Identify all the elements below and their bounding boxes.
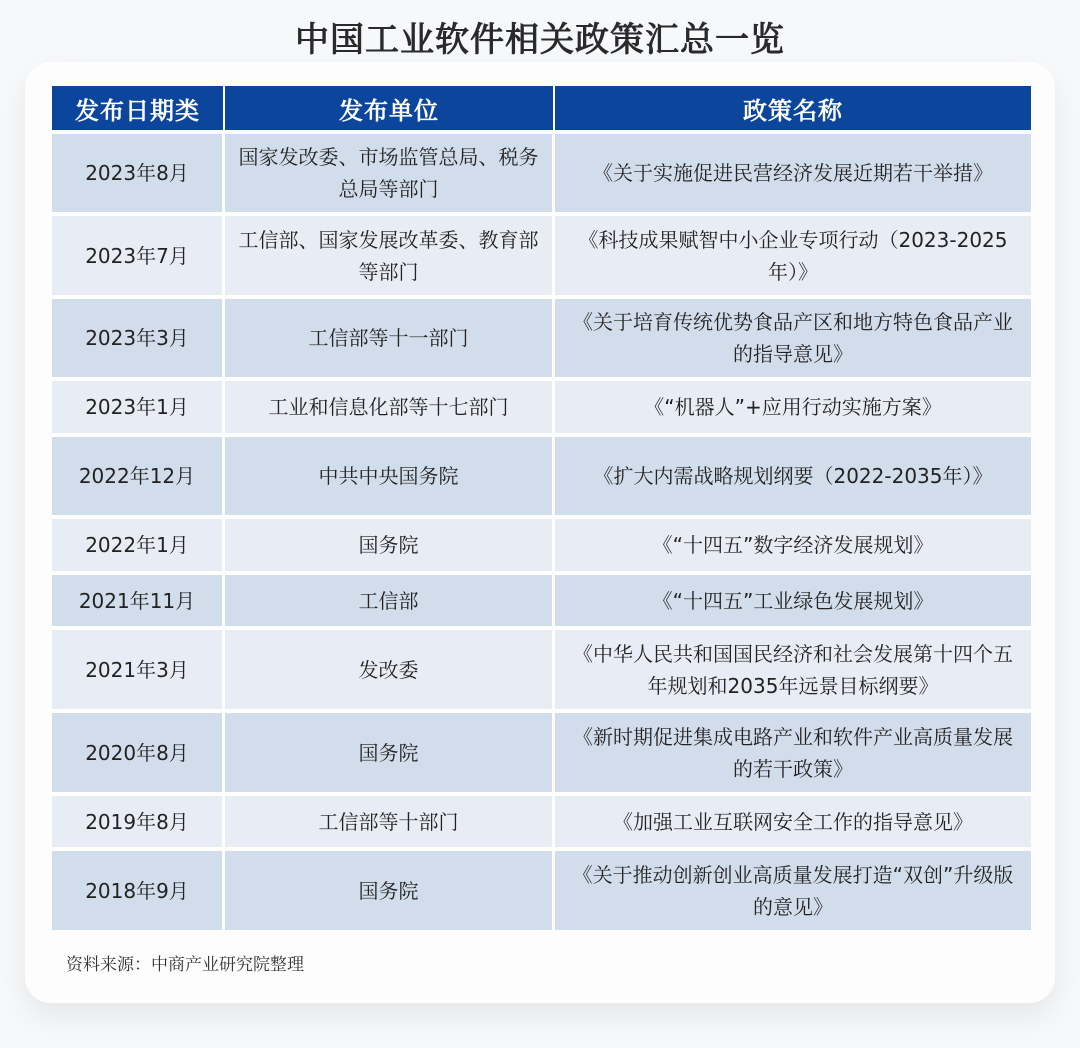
cell-issuer: 国务院: [225, 515, 555, 571]
cell-issuer: 工信部: [225, 571, 555, 626]
header-date: 发布日期类: [52, 86, 225, 130]
cell-policy: 《“机器人”+应用行动实施方案》: [555, 377, 1031, 433]
cell-date: 2023年7月: [52, 212, 225, 295]
table-row: [52, 626, 1031, 709]
table-row: [52, 515, 1031, 571]
table-row: [52, 295, 1031, 377]
table-header-row: [52, 86, 1031, 130]
cell-policy: 《新时期促进集成电路产业和软件产业高质量发展的若干政策》: [555, 709, 1031, 792]
table-row: [52, 377, 1031, 433]
cell-date: 2020年8月: [52, 709, 225, 792]
header-issuer: 发布单位: [225, 86, 555, 130]
page-title: 中国工业软件相关政策汇总一览: [295, 20, 785, 60]
cell-issuer: 工业和信息化部等十七部门: [225, 377, 555, 433]
header-policy: 政策名称: [555, 86, 1031, 130]
table-row: [52, 212, 1031, 295]
cell-policy: 《加强工业互联网安全工作的指导意见》: [555, 792, 1031, 847]
table-row: [52, 709, 1031, 792]
cell-policy: 《“十四五”工业绿色发展规划》: [555, 571, 1031, 626]
cell-policy: 《关于推动创新创业高质量发展打造“双创”升级版的意见》: [555, 847, 1031, 930]
cell-issuer: 中共中央国务院: [225, 433, 555, 515]
cell-issuer: 工信部等十一部门: [225, 295, 555, 377]
cell-policy: 《科技成果赋智中小企业专项行动（2023-2025年）》: [555, 212, 1031, 295]
table-row: [52, 130, 1031, 212]
cell-policy: 《关于培育传统优势食品产区和地方特色食品产业的指导意见》: [555, 295, 1031, 377]
cell-date: 2022年12月: [52, 433, 225, 515]
cell-issuer: 工信部、国家发展改革委、教育部等部门: [225, 212, 555, 295]
cell-date: 2023年3月: [52, 295, 225, 377]
cell-date: 2019年8月: [52, 792, 225, 847]
policy-table: [52, 86, 1031, 930]
cell-issuer: 发改委: [225, 626, 555, 709]
cell-date: 2022年1月: [52, 515, 225, 571]
cell-policy: 《关于实施促进民营经济发展近期若干举措》: [555, 130, 1031, 212]
cell-policy: 《中华人民共和国国民经济和社会发展第十四个五年规划和2035年远景目标纲要》: [555, 626, 1031, 709]
table-row: [52, 571, 1031, 626]
cell-issuer: 国务院: [225, 709, 555, 792]
cell-issuer: 国家发改委、市场监管总局、税务总局等部门: [225, 130, 555, 212]
cell-date: 2021年3月: [52, 626, 225, 709]
cell-date: 2023年1月: [52, 377, 225, 433]
table-row: [52, 847, 1031, 930]
cell-policy: 《扩大内需战略规划纲要（2022-2035年）》: [555, 433, 1031, 515]
cell-date: 2021年11月: [52, 571, 225, 626]
table-row: [52, 433, 1031, 515]
cell-date: 2023年8月: [52, 130, 225, 212]
source-note: 资料来源：中商产业研究院整理: [66, 955, 304, 975]
table-row: [52, 792, 1031, 847]
cell-issuer: 国务院: [225, 847, 555, 930]
cell-issuer: 工信部等十部门: [225, 792, 555, 847]
cell-policy: 《“十四五”数字经济发展规划》: [555, 515, 1031, 571]
cell-date: 2018年9月: [52, 847, 225, 930]
